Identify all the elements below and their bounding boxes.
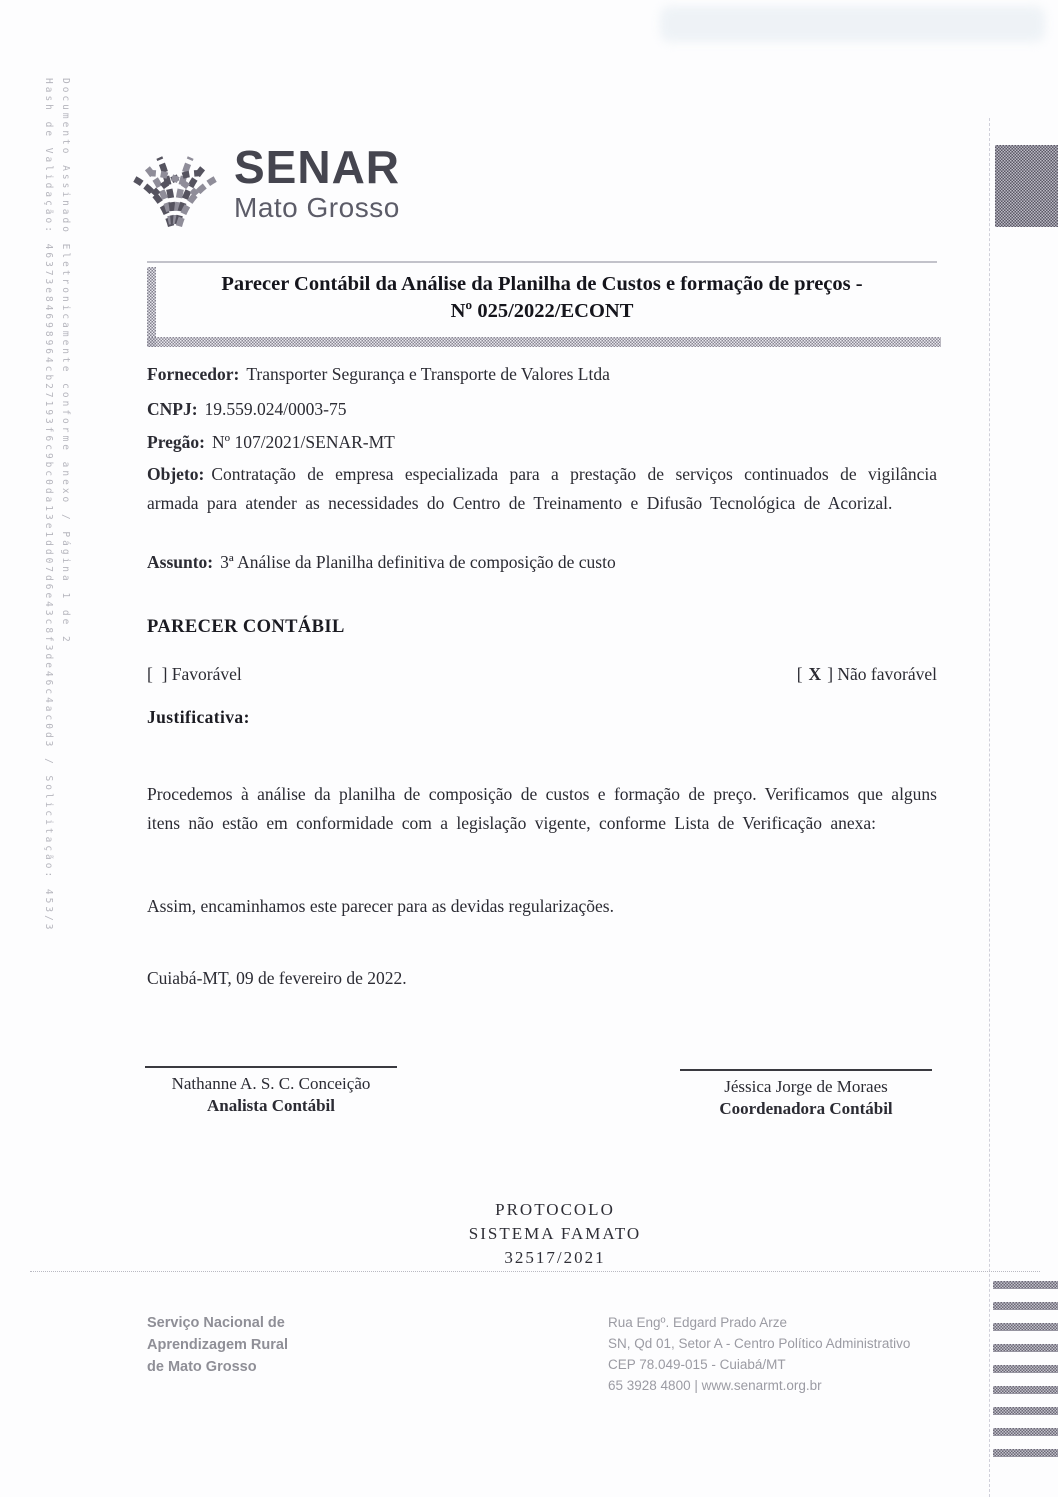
logo-text [234,141,401,224]
date-line: Cuiabá-MT, 09 de fevereiro de 2022. [147,968,407,988]
watermark-line-hash: Hash de Validação: 46373e84698964cb27193f6c9bc0da13e1dd07d6e43c8f3de46c4ac0d3 / Solicitação: 453/3 [43,78,54,933]
field-objeto-label: Objeto: [147,464,205,484]
logo-region: Mato Grosso [234,192,400,223]
scan-artifact-stripe [993,1302,1058,1310]
closing-paragraph: Assim, encaminhamos este parecer para as devidas regularizações. [147,896,614,916]
document-title-line2: Nº 025/2022/ECONT [450,300,634,322]
footer-org-line: Serviço Nacional de [147,1315,285,1331]
scan-artifact-stripe [993,1449,1058,1457]
checkbox-nao-favoravel [797,664,937,685]
field-fornecedor-value: Transporter Segurança e Transporte de Valores Ltda [246,364,610,384]
footer-org-line: de Mato Grosso [147,1359,257,1375]
field-assunto-label: Assunto: [147,552,214,572]
signature-coordenadora [680,1069,932,1120]
signature-analista [145,1066,397,1117]
field-cnpj [147,397,937,421]
scan-artifact-stripe [993,1428,1058,1436]
scan-artifact-stripe [993,1365,1058,1373]
checkbox-favoravel-label: Favorável [171,664,242,684]
field-objeto [147,460,937,518]
signature-name: Nathanne A. S. C. Conceição [171,1074,371,1093]
footer-contact-line: 65 3928 4800 | www.senarmt.org.br [608,1378,822,1393]
protocol-line2: SISTEMA FAMATO [468,1224,642,1243]
scan-artifact-stripe [993,1386,1058,1394]
justification-paragraph: Procedemos à análise da planilha de composição de custos e formação de preço. Verificamos que alguns itens não estão em conformidade com a legislação vigente, conforme Lista de Verificação anexa: [147,784,937,833]
protocol-line1: PROTOCOLO [495,1200,615,1219]
field-fornecedor-label: Fornecedor: [147,364,240,384]
senar-logo [126,134,400,232]
checkbox-nao-favoravel-label: Não favorável [837,664,937,684]
field-pregao [147,430,937,454]
field-pregao-label: Pregão: [147,432,205,452]
field-objeto-value: Contratação de empresa especializada para a prestação de serviços continuados de vigilância armada para atender as necessidades do Centro de Treinamento e Difusão Tecnológica de Acorizal. [147,464,937,513]
signature-role: Coordenadora Contábil [719,1099,893,1118]
field-pregao-value: Nº 107/2021/SENAR-MT [212,432,395,452]
scan-artifact-dark-rectangle [995,145,1058,227]
justificativa-label: Justificativa: [147,707,250,727]
checkbox-favoravel [147,664,242,685]
checkbox-nao-favoravel-close: ] [827,664,834,684]
field-cnpj-value: 19.559.024/0003-75 [204,399,347,419]
signature-line [680,1069,932,1071]
scan-artifact-stripe [993,1323,1058,1331]
signature-role: Analista Contábil [207,1096,335,1115]
scan-artifact-stripe [993,1281,1058,1289]
protocol-block [380,1198,730,1270]
opinion-checkboxes [147,664,937,685]
document-title-block [147,261,937,337]
senar-wheat-sheaf-icon [126,134,224,232]
vertical-watermark [40,78,74,1038]
field-assunto [147,550,937,574]
field-assunto-value: 3ª Análise da Planilha definitiva de composição de custo [220,552,616,572]
signature-line [145,1066,397,1068]
scan-artifact-stripe [993,1407,1058,1415]
title-border-left [147,267,156,347]
field-fornecedor [147,362,937,386]
scan-artifact-vertical-line [989,118,990,1497]
checkbox-nao-favoravel-mark: X [808,664,822,684]
protocol-number: 32517/2021 [504,1248,606,1267]
checkbox-nao-favoravel-open: [ [796,664,803,684]
footer-address-line: CEP 78.049-015 - Cuiabá/MT [608,1357,786,1372]
field-cnpj-label: CNPJ: [147,399,198,419]
checkbox-favoravel-box: [ ] [147,664,168,684]
parecer-heading: PARECER CONTÁBIL [147,617,345,637]
logo-brand: SENAR [234,141,401,193]
document-title-line1: Parecer Contábil da Análise da Planilha de Custos e formação de preços - [221,273,863,295]
title-border-bottom [147,337,941,347]
footer-org-name [147,1312,288,1378]
scan-artifact-stripe [993,1344,1058,1352]
footer-address-line: SN, Qd 01, Setor A - Centro Político Administrativo [608,1336,911,1351]
footer-address-line: Rua Engº. Edgard Prado Arze [608,1315,788,1330]
signature-name: Jéssica Jorge de Moraes [724,1077,888,1096]
scan-artifact-top-smudge [660,6,1045,42]
footer-divider [30,1271,1040,1272]
footer-org-line: Aprendizagem Rural [147,1337,288,1353]
watermark-line-signature: Documento Assinado Eletronicamente conforme anexo / Página 1 de 2 [60,78,71,645]
footer-address [608,1312,910,1396]
